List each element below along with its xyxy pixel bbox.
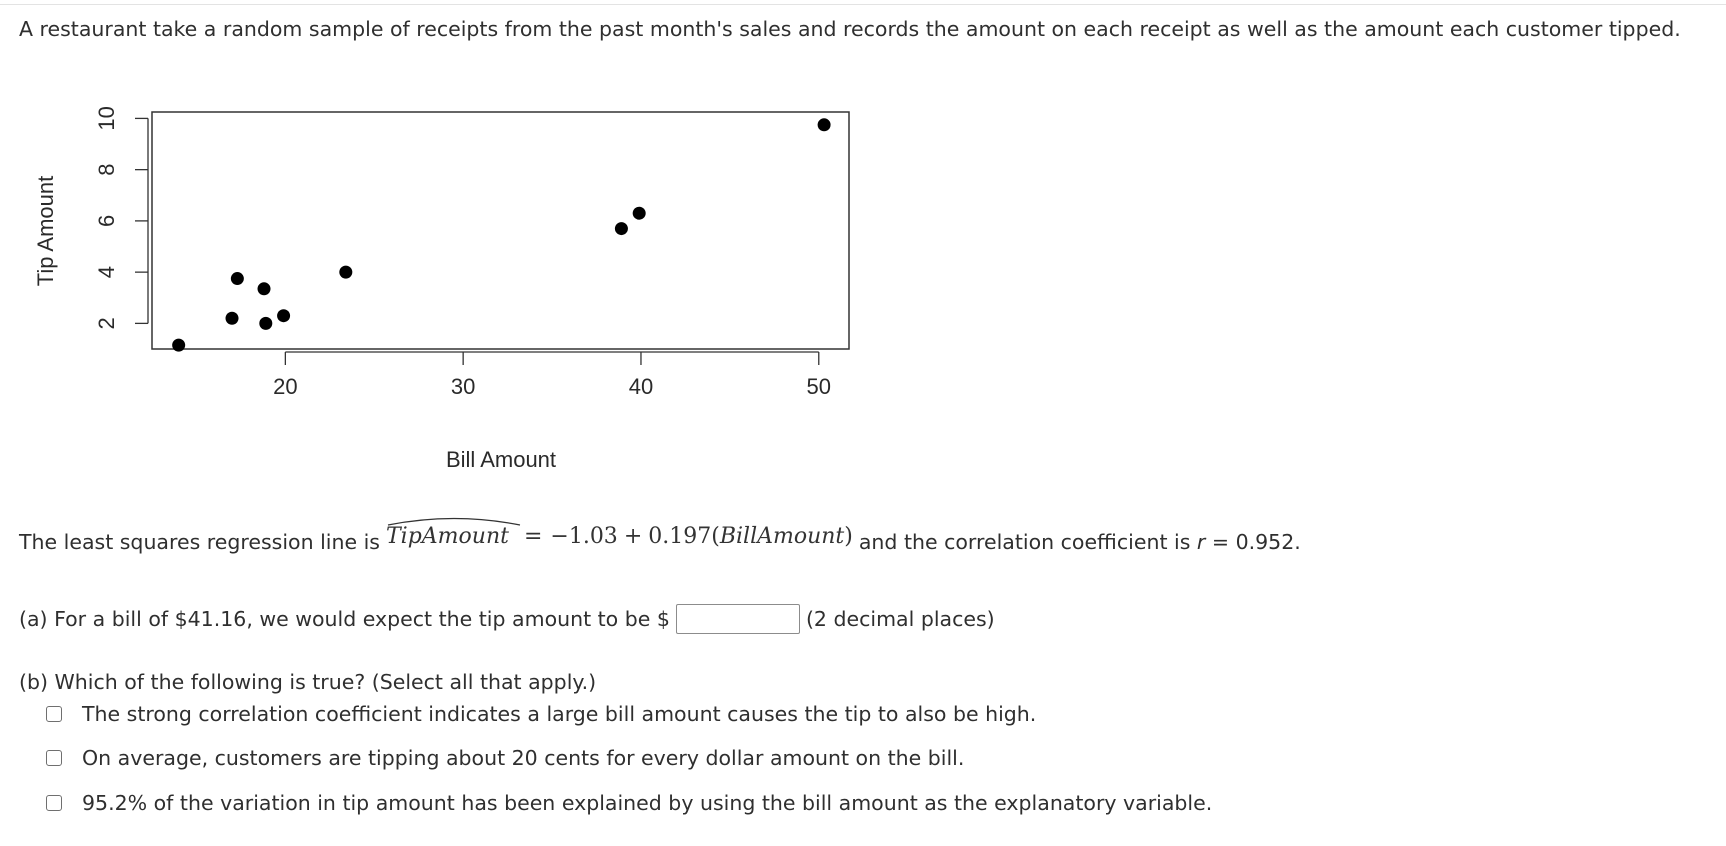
y-tick-label: 4 — [94, 266, 119, 279]
plot-frame — [152, 112, 849, 349]
equals-sign: = — [523, 524, 543, 549]
predicted-tip-symbol: TipAmount — [386, 524, 509, 549]
option-causation[interactable] — [46, 702, 1036, 726]
x-axis — [273, 352, 831, 399]
option-label: The strong correlation coefficient indicates a large bill amount causes the tip to also be high. — [82, 702, 1037, 726]
data-point — [258, 282, 271, 295]
data-point — [231, 272, 244, 285]
data-point — [172, 339, 185, 352]
option-variation-explained[interactable] — [46, 791, 1212, 815]
checkbox[interactable] — [46, 706, 62, 722]
intercept-value: −1.03 — [550, 524, 618, 549]
checkbox[interactable] — [46, 750, 62, 766]
scatter-chart — [0, 86, 880, 486]
y-tick-label: 8 — [94, 163, 119, 176]
plus-sign: + — [623, 524, 643, 549]
data-point — [226, 312, 239, 325]
x-tick-label: 50 — [806, 374, 832, 399]
data-point — [259, 317, 272, 330]
x-tick-label: 20 — [273, 374, 298, 399]
data-point — [277, 309, 290, 322]
regression-equation: TipAmount = −1.03 + 0.197(BillAmount) — [386, 524, 853, 549]
y-tick-label: 6 — [94, 214, 119, 228]
intro-text: A restaurant take a random sample of receipts from the past month's sales and records the amount on each receipt as well as the amount each customer tipped. — [19, 17, 1681, 41]
option-twenty-cents[interactable] — [46, 746, 964, 770]
option-label: On average, customers are tipping about 20 cents for every dollar amount on the bill. — [82, 746, 965, 770]
regression-line-statement — [19, 524, 1301, 555]
y-tick-label: 10 — [94, 106, 119, 131]
y-axis-title: Tip Amount — [33, 175, 58, 287]
x-tick-label: 30 — [450, 374, 476, 399]
data-point — [339, 266, 352, 279]
option-label: 95.2% of the variation in tip amount has been explained by using the bill amount as the explanatory variable. — [82, 791, 1213, 815]
top-divider — [0, 4, 1726, 5]
data-point — [633, 207, 646, 220]
r-value: = 0.952. — [1211, 530, 1301, 554]
checkbox[interactable] — [46, 795, 62, 811]
y-axis — [94, 106, 148, 329]
decimal-places-hint: (2 decimal places) — [805, 607, 995, 631]
data-point — [818, 118, 831, 131]
explanatory-variable: BillAmount — [719, 524, 845, 549]
regression-suffix: and the correlation coefficient is — [858, 530, 1191, 554]
regression-prefix: The least squares regression line is — [19, 530, 380, 554]
x-tick-label: 40 — [628, 374, 654, 399]
data-points — [172, 118, 830, 351]
y-tick-label: 2 — [94, 317, 119, 330]
question-a — [19, 604, 995, 634]
hat-icon — [386, 516, 522, 526]
slope-value: 0.197 — [648, 524, 712, 549]
question-b-prompt: (b) Which of the following is true? (Select all that apply.) — [19, 670, 597, 694]
tip-amount-input[interactable] — [676, 604, 800, 634]
x-axis-title: Bill Amount — [445, 447, 557, 472]
data-point — [615, 222, 628, 235]
question-a-text: (a) For a bill of $41.16, we would expect the tip amount to be $ — [19, 607, 670, 631]
r-symbol: r — [1196, 530, 1206, 554]
